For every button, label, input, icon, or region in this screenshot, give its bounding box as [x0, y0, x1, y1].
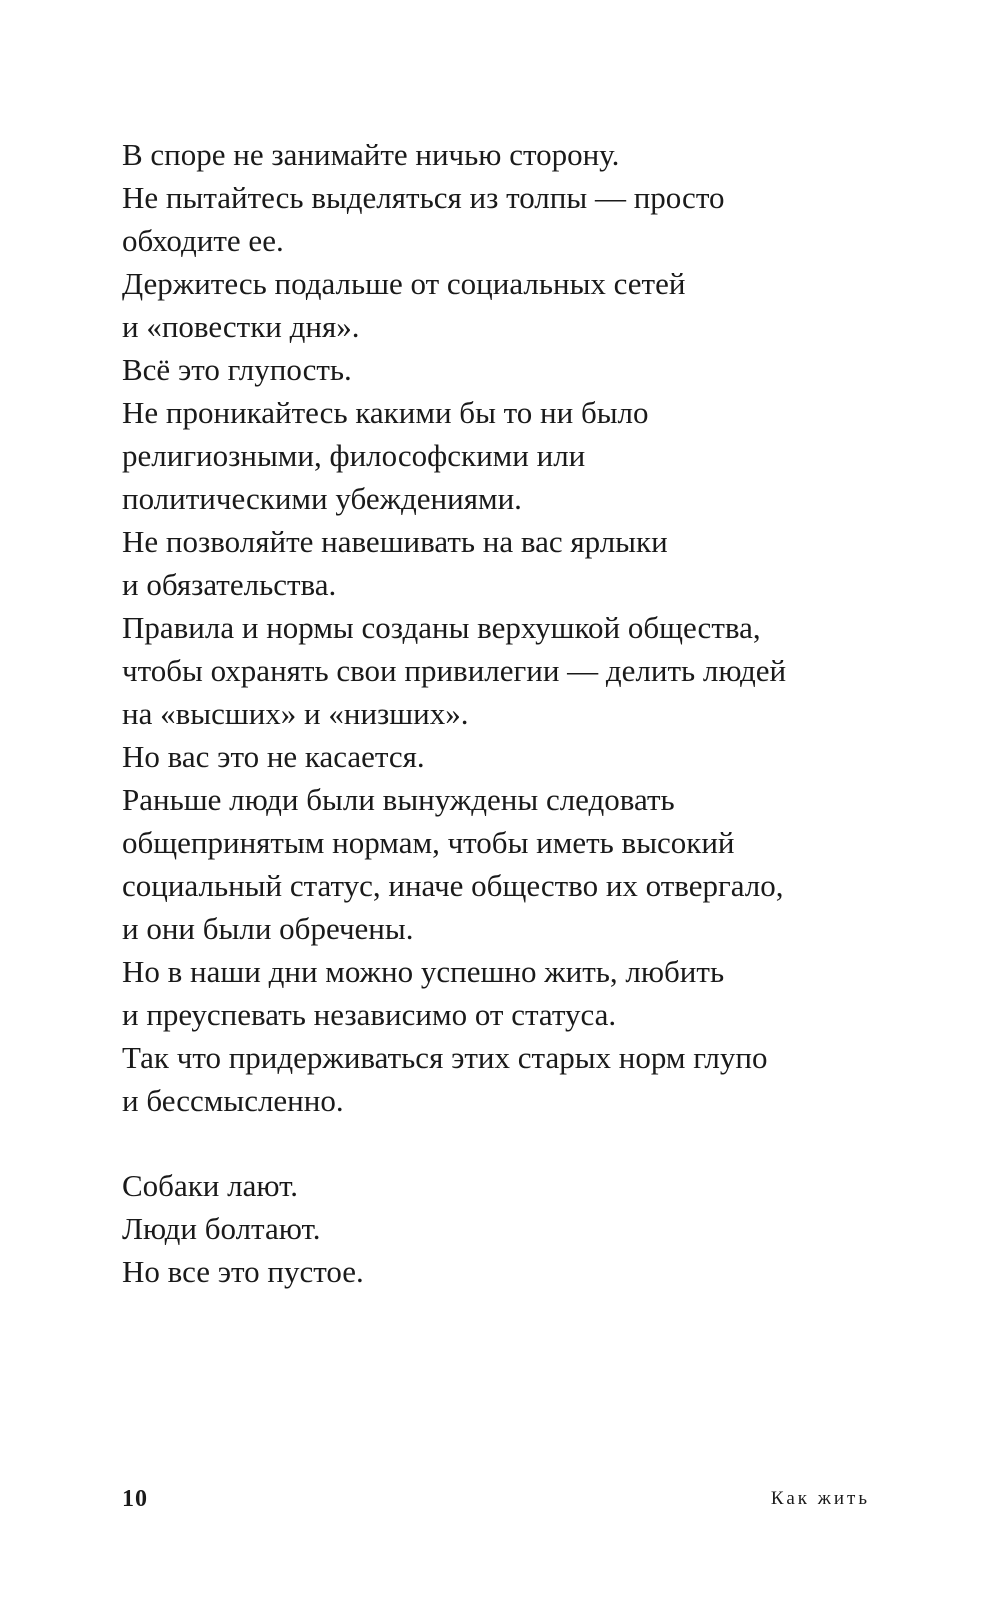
text-line: политическими убеждениями. [122, 481, 522, 516]
text-line: Собаки лают. [122, 1168, 299, 1203]
text-line: Люди болтают. [122, 1211, 321, 1246]
text-line: обходите ее. [122, 223, 284, 258]
text-line: В споре не занимайте ничью сторону. [122, 137, 620, 172]
text-line: Держитесь подальше от социальных сетей [122, 266, 686, 301]
text-line: и они были обречены. [122, 911, 414, 946]
text-line: чтобы охранять свои привилегии — делить людей [122, 653, 787, 688]
text-line: Но все это пустое. [122, 1254, 364, 1289]
text-line: Но вас это не касается. [122, 739, 425, 774]
text-line: Так что придерживаться этих старых норм глупо [122, 1040, 768, 1075]
text-line: Раньше люди были вынуждены следовать [122, 782, 675, 817]
running-title: Как жить [770, 1488, 870, 1509]
text-line: Не пытайтесь выделяться из толпы — просто [122, 180, 725, 215]
coda-text-block [122, 1164, 902, 1293]
text-line: Но в наши дни можно успешно жить, любить [122, 954, 725, 989]
text-line: Не позволяйте навешивать на вас ярлыки [122, 524, 668, 559]
text-line: и преуспевать независимо от статуса. [122, 997, 617, 1032]
text-line: религиозными, философскими или [122, 438, 586, 473]
text-line: Не проникайтесь какими бы то ни было [122, 395, 649, 430]
text-line: на «высших» и «низших». [122, 696, 469, 731]
text-line: социальный статус, иначе общество их отвергало, [122, 868, 784, 903]
text-line: и бессмысленно. [122, 1083, 344, 1118]
text-line: общепринятым нормам, чтобы иметь высокий [122, 825, 735, 860]
main-text-block [122, 133, 902, 1122]
text-line: Всё это глупость. [122, 352, 352, 387]
text-line: и обязательства. [122, 567, 337, 602]
text-line: Правила и нормы созданы верхушкой общества, [122, 610, 761, 645]
page-footer [122, 1486, 870, 1518]
text-line: и «повестки дня». [122, 309, 360, 344]
page-number: 10 [122, 1486, 148, 1512]
